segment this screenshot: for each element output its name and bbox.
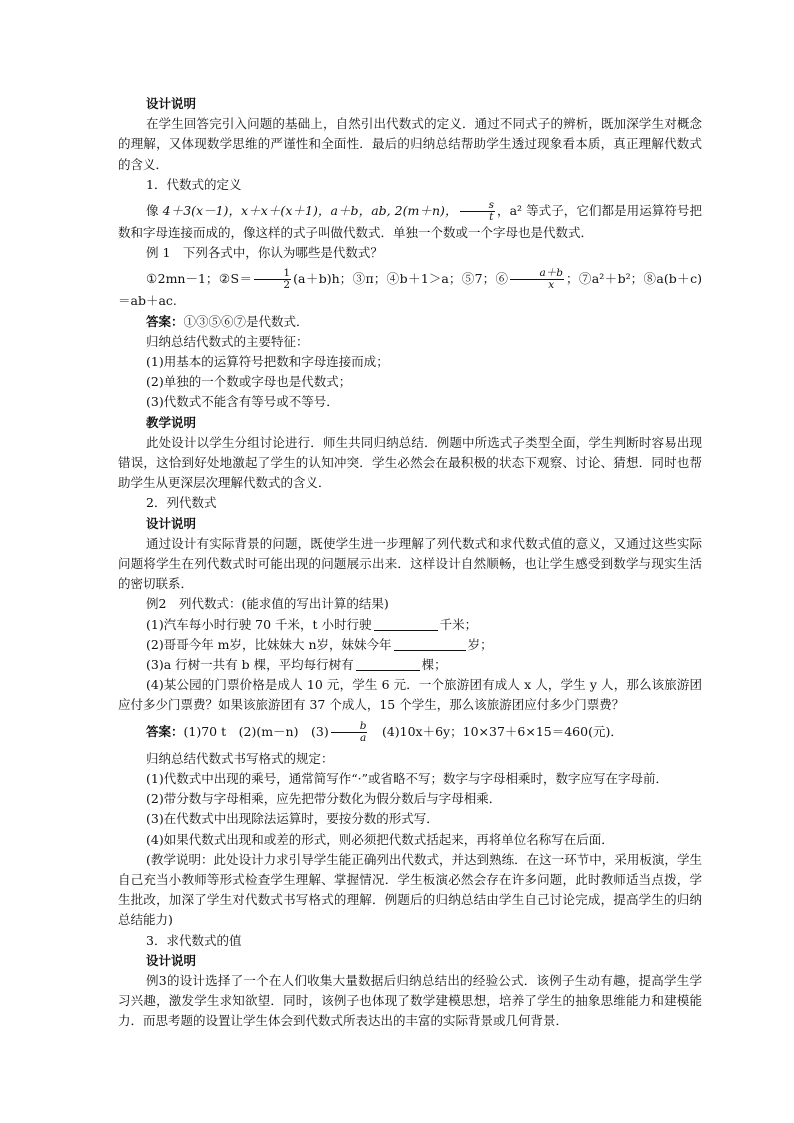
fraction-b-over-a [331,721,368,744]
fraction-one-half [254,268,291,291]
answer-label: 答案： [146,723,184,739]
text: 棵； [421,657,447,673]
answer-blank [374,617,438,631]
heading-list-expressions: 2．列代数式 [146,495,217,511]
fraction-s-over-t [460,200,495,223]
feature-item: (3)代数式不能含有等号或不等号． [146,394,339,410]
example-2-item-2 [118,635,702,655]
paragraph: 通过设计有实际背景的问题，既使学生进一步理解了列代数式和求代数式值的意义，又通过这些实际问题将学生在列代数式时可能出现的问题展示出来．这样设计自然顺畅，也让学生感受到数学与现实生活的密切联系． [118,535,702,592]
example-2-item-4: (4)某公园的门票价格是成人 10 元，学生 6 元．一个旅游团有成人 x 人，学生 y 人，那么该旅游团应付多少门票费？如果该旅游团有 37 个成人，15 个学生，那么该旅游团应付多少门票费？ [118,677,702,713]
fraction-numerator: 1 [254,268,291,280]
document-body [118,94,702,1032]
heading-definition: 1．代数式的定义 [146,176,242,192]
example-2-title: 例2 列代数式：(能求值的写出计算的结果) [146,596,389,612]
text: ；⑦a²＋b²；⑧a(b＋c)＝ab＋ac. [118,271,702,309]
answer-blank [356,657,420,671]
fraction-denominator: 2 [283,279,291,292]
text: (1)汽车每小时行驶 70 千米，t 小时行驶 [146,616,372,632]
section-title: 教学说明 [146,414,197,430]
text: (2)哥哥今年 m岁，比妹妹大 n岁，妹妹今年 [146,636,392,652]
section-title: 设计说明 [146,515,197,531]
answer-text: (4)10x＋6y；10×37＋6×15＝460(元)． [369,723,623,739]
fraction-denominator: x [548,279,555,292]
feature-item: (1)用基本的运算符号把数和字母连接而成； [146,354,389,370]
text: (a＋b)h；③π；④b＋1＞a；⑤7；⑥ [293,271,509,287]
expression-list: 4＋3(x－1)，x＋x＋(x＋1)，a＋b，ab, 2(m＋n)， [162,203,458,219]
example-1-title: 例 1 下列各式中，你认为哪些是代数式？ [146,245,383,261]
fraction-numerator: a＋b [510,268,563,280]
fraction-numerator: b [331,721,368,733]
answer-text: ①③⑤⑥⑦是代数式． [183,313,309,329]
fraction-a-plus-b-over-x [510,268,563,291]
text: 岁； [467,636,493,652]
example-2-item-1 [118,615,702,635]
rule-item: (3)在代数式中出现除法运算时，要按分数的形式写． [146,811,439,827]
answer-text: (1)70 t (2)(m－n) (3) [183,723,329,739]
paragraph: 此处设计以学生分组讨论进行．师生共同归纳总结．例题中所选式子类型全面，学生判断时容易出现错误，这恰到好处地激起了学生的认知冲突．学生必然会在最积极的状态下观察、讨论、猜想．同时也帮助学生从更深层次理解代数式的含义． [118,434,702,491]
teaching-note: (教学说明：此处设计力求引导学生能正确列出代数式，并达到熟练．在这一环节中，采用板演，学生自己充当小教师等形式检查学生理解、掌握情况．学生板演必然会存在许多问题，此时教师适当点拨，学生批改，加深了学生对代数式书写格式的理解．例题后的归纳总结由学生自己讨论完成，提高学生的归纳总结能力) [118,851,702,928]
text: ①2mn－1；②S＝ [146,271,253,287]
text: ，a² 等式子，它们都是用运算符号把数和字母连接而成的，像这样的式子叫做代数式．单独一个数或一个字母也是代数式． [118,203,702,241]
features-title: 归纳总结代数式的主要特征： [146,333,309,349]
fraction-denominator: a [359,731,367,744]
text: 像 [146,203,159,219]
answer-1 [118,312,702,332]
text: 千米； [439,616,478,632]
section-title: 设计说明 [146,96,197,111]
fraction-denominator: t [489,211,494,224]
paragraph: 例3的设计选择了一个在人们收集大量数据后归纳总结出的经验公式．该例子生动有趣，提高学生学习兴趣，激发学生求知欲望．同时，该例子也体现了数学建模思想，培养了学生的抽象思维能力和建模能力．而思考题的设置让学生体会到代数式所表达出的丰富的实际背景或几何背景． [118,972,702,1029]
feature-item: (2)单独的一个数或字母也是代数式； [146,374,352,390]
example-2-item-3 [118,655,702,675]
paragraph: 在学生回答完引入问题的基础上，自然引出代数式的定义．通过不同式子的辨析，既加深学生对概念的理解，又体现数学思维的严谨性和全面性．最后的归纳总结帮助学生透过现象看本质，真正理解代数式的含义． [118,116,702,172]
rule-item: (1)代数式中出现的乘号，通常简写作“·”或省略不写；数字与字母相乘时，数字应写在字母前． [146,770,668,786]
fraction-numerator: s [460,200,495,212]
heading-evaluate-expressions: 3．求代数式的值 [146,932,242,948]
text: (3)a 行树一共有 b 棵，平均每行树有 [146,657,354,673]
answer-blank [394,637,466,651]
rule-item: (2)带分数与字母相乘，应先把带分数化为假分数后与字母相乘． [146,791,502,807]
answer-2 [118,721,702,744]
definition-paragraph [118,200,702,243]
example-1-list [118,268,702,311]
answer-label: 答案： [146,313,184,329]
rule-item: (4)如果代数式出现和或差的形式，则必须把代数式括起来，再将单位名称写在后面． [146,831,614,847]
rules-title: 归纳总结代数式书写格式的规定： [146,750,334,766]
section-title: 设计说明 [146,952,197,968]
